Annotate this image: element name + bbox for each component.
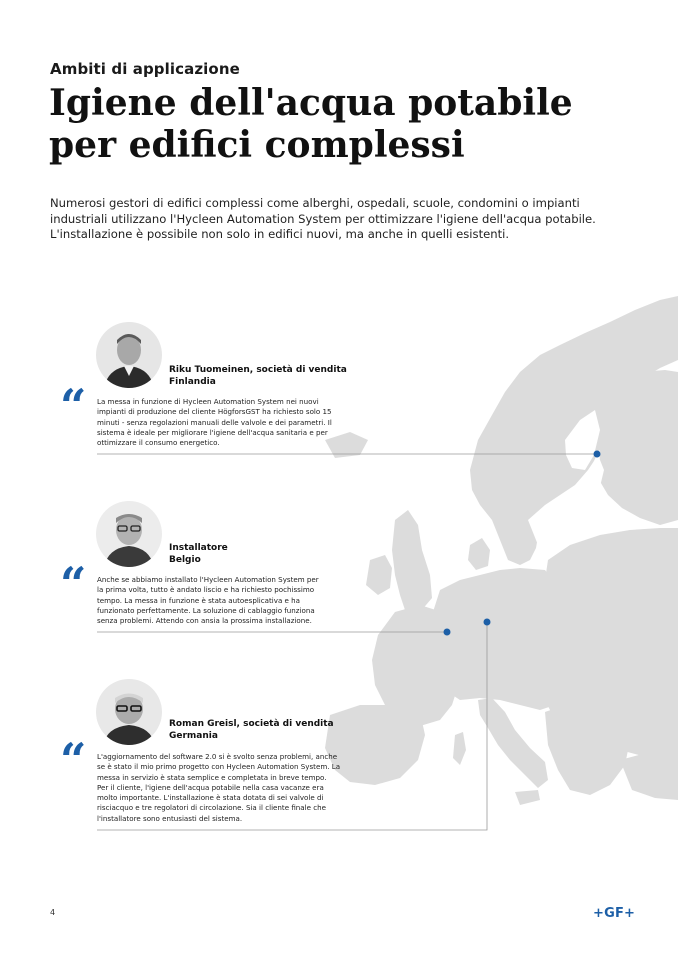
testimonial-name-1	[169, 364, 347, 388]
name-line-2: Finlandia	[169, 377, 216, 387]
marker-finland	[594, 451, 601, 458]
ireland-landmass	[366, 555, 392, 595]
quote-line: Per il cliente, l'igiene dell'acqua potabile nella casa vacanze era	[97, 782, 324, 792]
denmark-landmass	[468, 538, 490, 570]
quote-line: La messa in funzione di Hycleen Automation System nei nuovi	[97, 397, 319, 406]
sardinia-landmass	[453, 732, 466, 765]
intro-line-3: L'installazione è possibile non solo in edifici nuovi, ma anche in quelli esistenti.	[50, 227, 510, 241]
quote-line: impianti di produzione del cliente HögforsGST ha richiesto solo 15	[97, 407, 332, 417]
testimonial-name-3	[169, 718, 334, 742]
quote-line: l'installatore sono entusiasti del sistema.	[97, 813, 243, 823]
italy-landmass	[478, 698, 548, 788]
avatar-installer	[96, 501, 162, 567]
quote-line: L'aggiornamento del software 2.0 si è svolto senza problemi, anche	[97, 752, 338, 761]
avatar-roman	[96, 679, 162, 745]
page-title-line-1: Igiene dell'acqua potabile	[49, 82, 573, 124]
quote-line: risciacquo e tre regolatori di circolazione. Sia il cliente finale che	[97, 803, 326, 813]
marker-belgium	[444, 629, 451, 636]
quote-line: funzionato perfettamente. La soluzione di cablaggio funziona	[97, 605, 315, 615]
quote-line: la prima volta, tutto è andato liscio e ha richiesto pochissimo	[97, 585, 315, 595]
name-line-1: Installatore	[169, 543, 228, 553]
intro-paragraph	[50, 196, 610, 243]
turkey-landmass	[620, 750, 678, 800]
quote-text-3	[97, 752, 340, 824]
quote-line: messa in servizio è stata semplice e completata in breve tempo.	[97, 772, 327, 782]
testimonial-name-2	[169, 542, 228, 566]
name-line-1: Roman Greisl, società di vendita	[169, 719, 334, 729]
page-title	[49, 82, 573, 166]
portrait-image	[96, 679, 162, 745]
quote-icon-3: “	[60, 733, 83, 787]
quote-line: Anche se abbiamo installato l'Hycleen Automation System per	[97, 575, 319, 584]
name-line-2: Belgio	[169, 555, 201, 565]
quote-line: sistema è ideale per migliorare l'igiene dell'acqua sanitaria e per	[97, 427, 328, 437]
quote-icon-2: “	[60, 557, 83, 611]
quote-line: senza problemi. Attendo con ansia la prossima installazione.	[97, 616, 312, 626]
sicily-landmass	[515, 790, 540, 805]
quote-line: se è stato il mio primo progetto con Hycleen Automation System. La	[97, 762, 341, 772]
quote-line: molto importante. L'installazione è stata dotata di sei valvole di	[97, 793, 324, 803]
quote-text-2	[97, 575, 319, 626]
portrait-image	[96, 501, 162, 567]
quote-line: minuti - senza regolazioni manuali delle valvole e dei parametri. Il	[97, 417, 332, 427]
quote-text-1	[97, 397, 332, 448]
quote-line: tempo. La messa in funzione è stata autoesplicativa e ha	[97, 595, 301, 605]
page-number: 4	[50, 908, 56, 917]
quote-icon-1: “	[60, 379, 83, 433]
finland-landmass	[598, 370, 678, 525]
intro-line-1: Numerosi gestori di edifici complessi come alberghi, ospedali, scuole, condomini o impianti	[50, 196, 580, 210]
gf-logo: +GF+	[593, 906, 636, 921]
name-line-1: Riku Tuomeinen, società di vendita	[169, 365, 347, 375]
quote-line: ottimizzare il consumo energetico.	[97, 438, 220, 448]
great-britain-landmass	[392, 510, 432, 612]
page-title-line-2: per edifici complessi	[49, 124, 465, 166]
portrait-image	[96, 322, 162, 388]
section-kicker: Ambiti di applicazione	[50, 60, 240, 78]
intro-line-2: industriali utilizzano l'Hycleen Automation System per ottimizzare l'igiene dell'acqua potabile.	[50, 211, 596, 226]
name-line-2: Germania	[169, 731, 218, 741]
marker-germany	[484, 619, 491, 626]
avatar-riku	[96, 322, 162, 388]
